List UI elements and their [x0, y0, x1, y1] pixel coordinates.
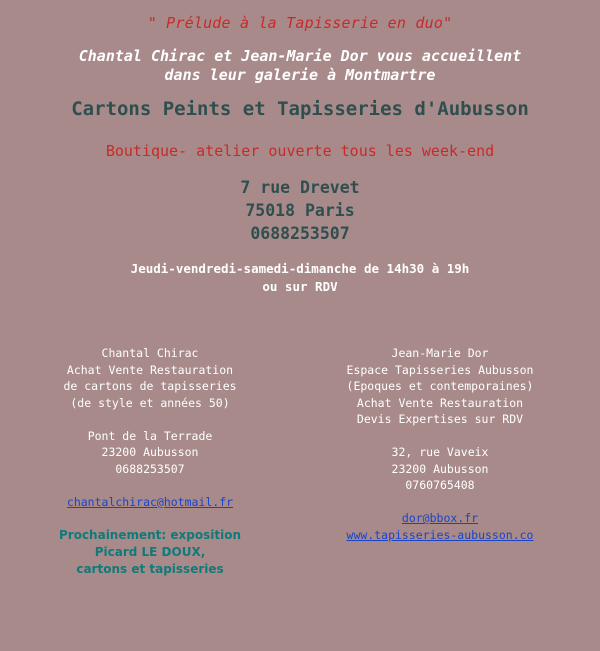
address-phone: 0688253507 — [250, 224, 350, 243]
contact-activity-4: Devis Expertises sur RDV — [356, 412, 524, 426]
hours-line-1: Jeudi-vendredi-samedi-dimanche de 14h30 à 19h — [130, 261, 470, 276]
exposition-line-1: Prochainement: exposition — [58, 527, 241, 542]
opening-hours — [0, 260, 600, 296]
welcome-text — [0, 47, 600, 85]
welcome-line-2: dans leur galerie à Montmartre — [164, 66, 436, 84]
contact-activity-2: (Epoques et contemporaines) — [346, 379, 534, 393]
email-link-chantal[interactable]: chantalchirac@hotmail.fr — [66, 494, 234, 509]
contact-activity-1: Achat Vente Restauration — [66, 362, 234, 377]
page-headline: Cartons Peints et Tapisseries d'Aubusson — [71, 98, 529, 120]
welcome-line-1: Chantal Chirac et Jean-Marie Dor vous accueillent — [78, 47, 522, 65]
boutique-notice: Boutique- atelier ouverte tous les week-end — [105, 142, 495, 160]
hours-line-2: ou sur RDV — [262, 279, 338, 294]
contact-activity-3: (de style et années 50) — [70, 395, 230, 410]
contact-name: Chantal Chirac — [101, 346, 199, 360]
prelude-title: " Prélude à la Tapisserie en duo" — [147, 14, 453, 32]
gallery-address — [0, 176, 600, 245]
contact-address-2: 23200 Aubusson — [391, 461, 489, 476]
contact-chantal-chirac — [0, 345, 300, 578]
address-street: 7 rue Drevet — [240, 178, 360, 197]
exposition-line-3: cartons et tapisseries — [76, 561, 224, 576]
contact-activity-2: de cartons de tapisseries — [63, 379, 237, 393]
contact-name: Jean-Marie Dor — [391, 346, 489, 360]
contact-phone: 0760765408 — [405, 478, 475, 492]
contact-jean-marie-dor — [290, 345, 590, 543]
contact-phone: 0688253507 — [115, 461, 185, 476]
contact-activity-3: Achat Vente Restauration — [356, 395, 524, 410]
contact-activity-1: Espace Tapisseries Aubusson — [346, 362, 534, 377]
contact-address-1: Pont de la Terrade — [87, 428, 213, 443]
address-city: 75018 Paris — [245, 201, 355, 220]
exposition-line-2: Picard LE DOUX, — [94, 544, 206, 559]
website-link[interactable]: www.tapisseries-aubusson.co — [346, 527, 534, 542]
email-link-dor[interactable]: dor@bbox.fr — [401, 511, 479, 525]
contact-address-1: 32, rue Vaveix — [391, 445, 489, 459]
contact-address-2: 23200 Aubusson — [101, 445, 199, 459]
